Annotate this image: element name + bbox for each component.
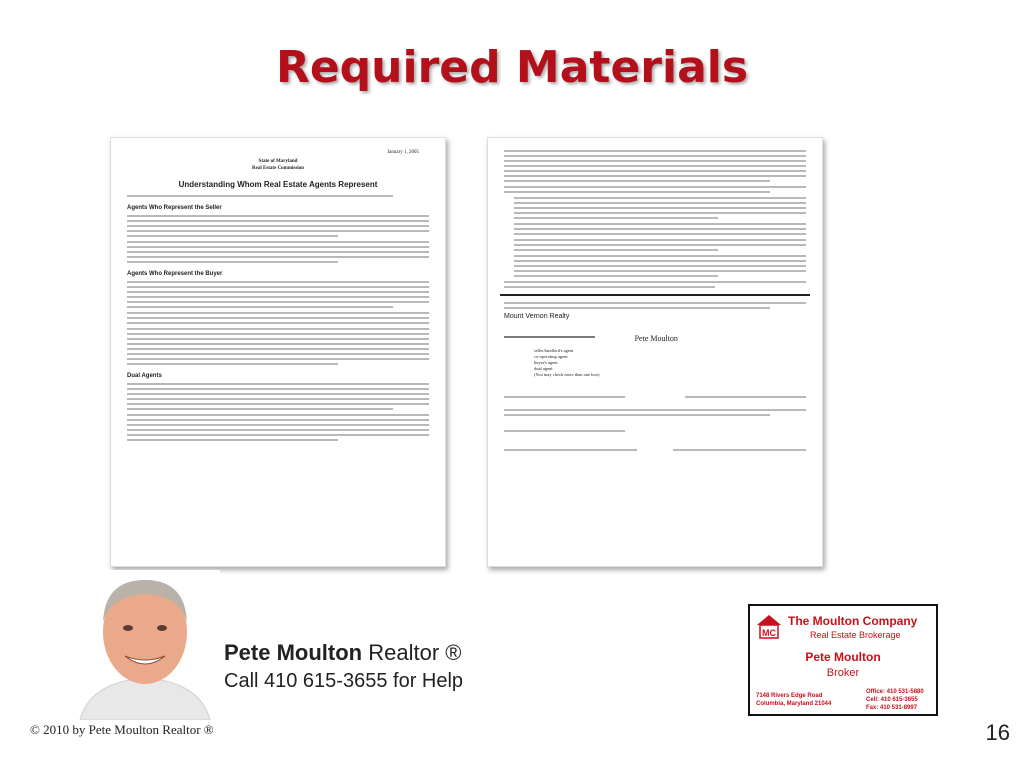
document-commission: Real Estate Commission <box>252 166 304 171</box>
paragraph-lines <box>127 414 429 441</box>
bullet-lines <box>514 255 806 277</box>
checkbox-dual-agent: dual agent <box>534 366 553 371</box>
presenter-name: Pete Moulton <box>224 640 363 665</box>
card-contact <box>866 688 924 712</box>
slide-page-number: 16 <box>985 720 1010 745</box>
paragraph-lines <box>127 215 429 237</box>
bullet-lines <box>514 223 806 235</box>
document-date: January 1, 2005 <box>387 150 419 155</box>
card-company: The Moulton Company <box>788 614 918 628</box>
signature-row <box>504 449 806 454</box>
paragraph-lines <box>504 281 806 288</box>
agent-line <box>504 328 806 346</box>
checkbox-buyers-agent: buyer's agent <box>534 360 558 365</box>
slide-title: Required Materials <box>275 42 749 93</box>
bullet-lines <box>514 239 806 251</box>
checkbox-seller-agent: seller/landlord's agent <box>534 348 574 353</box>
form-divider <box>500 294 810 296</box>
agent-role-checkboxes <box>534 348 822 378</box>
section-heading: Agents Who Represent the Buyer <box>127 271 223 277</box>
certification-lines <box>504 409 806 416</box>
paragraph-lines <box>127 281 429 308</box>
section-heading: Agents Who Represent the Seller <box>127 205 222 211</box>
presenter-suffix: Realtor ® <box>368 640 462 665</box>
card-address <box>756 692 831 708</box>
disclosure-page-1 <box>110 137 446 567</box>
signature-row <box>504 396 806 401</box>
card-cell-phone: Cell: 410 615-3655 <box>866 697 918 703</box>
paragraph-lines <box>127 195 429 197</box>
card-fax: Fax: 410 531-8997 <box>866 705 918 711</box>
card-address-line2: Columbia, Maryland 21044 <box>756 701 832 707</box>
card-tagline: Real Estate Brokerage <box>810 630 901 640</box>
card-address-line1: 7148 Rivers Edge Road <box>756 693 823 699</box>
presenter-name-line <box>224 640 463 666</box>
paragraph-lines <box>504 150 806 182</box>
presenter-photo <box>70 570 220 720</box>
checkbox-cooperating-agent: co-operating agent <box>534 354 568 359</box>
company-logo-text: MC <box>762 628 776 638</box>
business-card <box>748 604 938 716</box>
presenter-call: Call 410 615-3655 for Help <box>224 670 464 692</box>
document-header <box>111 158 445 172</box>
paragraph-lines <box>127 328 429 365</box>
paragraph-lines <box>127 241 429 263</box>
card-office-phone: Office: 410 531-5880 <box>866 689 924 695</box>
section-heading: Dual Agents <box>127 373 162 379</box>
disclosure-page-2 <box>487 137 823 567</box>
checkbox-note: (You may check more than one box) <box>534 372 600 377</box>
agent-name: Pete Moulton <box>634 334 678 343</box>
company-line: Mount Vernon Realty <box>504 313 570 320</box>
presenter-info <box>224 640 463 693</box>
document-title: Understanding Whom Real Estate Agents Represent <box>178 180 378 189</box>
card-name: Pete Moulton <box>805 650 881 664</box>
signature-row <box>504 430 806 435</box>
notice-lines <box>504 302 806 309</box>
document-state: State of Maryland <box>258 159 298 164</box>
paragraph-lines <box>127 312 429 324</box>
company-logo-icon <box>755 612 783 640</box>
paragraph-lines <box>504 186 806 193</box>
slide-footer: © 2010 by Pete Moulton Realtor ® <box>30 722 214 737</box>
bullet-lines <box>514 197 806 219</box>
paragraph-lines <box>127 383 429 410</box>
card-role: Broker <box>826 667 860 679</box>
